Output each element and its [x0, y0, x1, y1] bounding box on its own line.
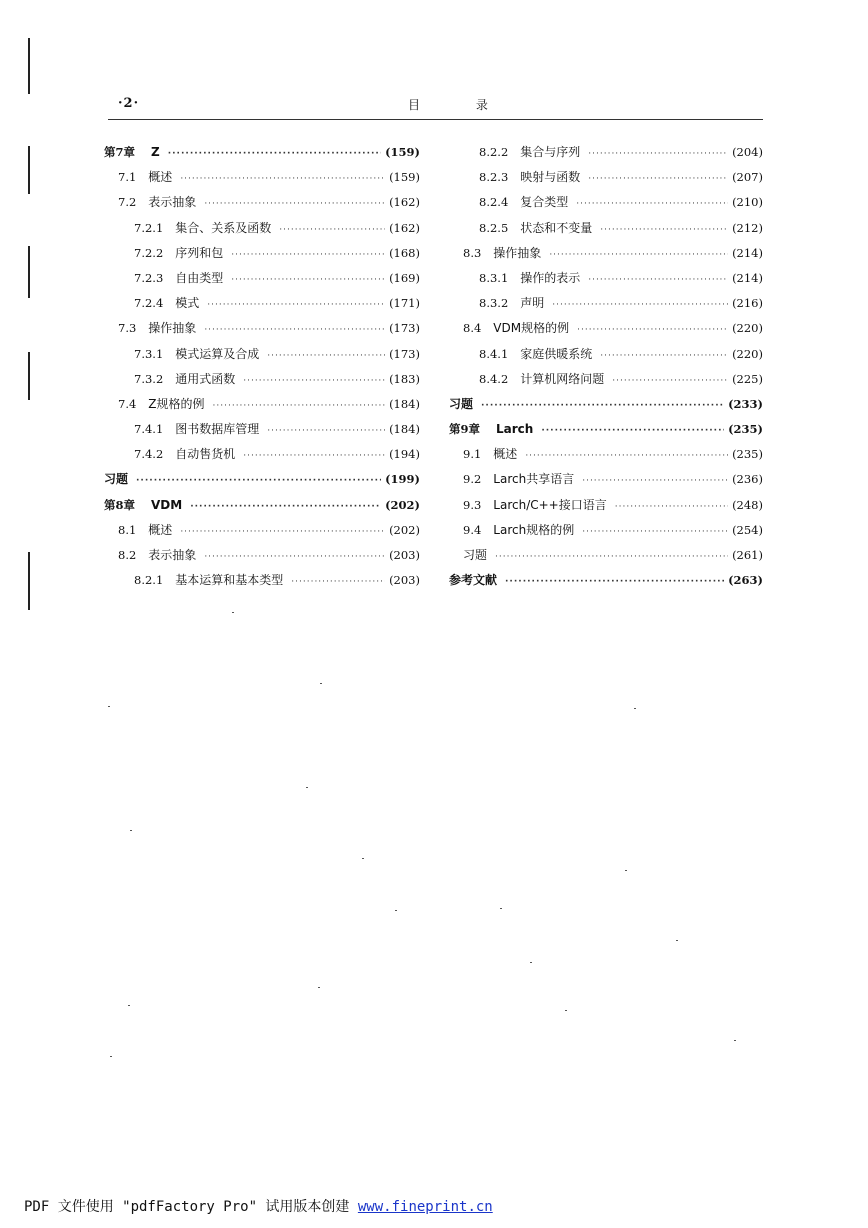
toc-entry [104, 316, 420, 341]
toc-entry-title: 家庭供暖系统 [520, 346, 593, 361]
toc-leader-dots [136, 469, 381, 494]
toc-entry-title: VDM [151, 497, 183, 512]
toc-entry-number: 8.2.3 [479, 170, 509, 185]
toc-entry-number: 7.2.1 [134, 220, 164, 235]
toc-entry-page: (184) [389, 396, 420, 411]
page-header [0, 96, 868, 116]
toc-entry-page: (254) [732, 522, 763, 537]
toc-entry [449, 316, 763, 341]
toc-entry-title: 自动售货机 [175, 447, 236, 462]
footer-text: PDF 文件使用 "pdfFactory Pro" 试用版本创建 [24, 1199, 358, 1215]
toc-entry-page: (214) [732, 245, 763, 260]
toc-entry-page: (171) [389, 296, 420, 311]
toc-entry-title: 模式 [175, 296, 200, 311]
toc-leader-dots [505, 570, 724, 595]
toc-entry-page: (183) [389, 371, 420, 386]
toc-entry-number: 9.4 [463, 522, 482, 537]
scan-speck [318, 987, 320, 988]
toc-entry [104, 367, 420, 392]
toc-leader-dots [541, 419, 724, 444]
toc-entry-number: 7.2.4 [134, 296, 164, 311]
scan-speck [734, 1040, 736, 1041]
toc-entry-page: (202) [385, 497, 420, 512]
toc-entry [104, 568, 420, 593]
toc-entry-title: 操作抽象 [148, 321, 197, 336]
toc-entry-page: (169) [389, 270, 420, 285]
toc-entry-number: 8.3 [463, 245, 482, 260]
toc-leader-dots [231, 243, 385, 268]
toc-leader-dots [213, 394, 386, 419]
toc-leader-dots [582, 469, 728, 494]
margin-line [28, 146, 30, 194]
toc-entry-title: Larch规格的例 [493, 522, 575, 537]
toc-entry-number: 8.4 [463, 321, 482, 336]
toc-leader-dots [180, 167, 385, 192]
toc-right-column [449, 140, 763, 593]
toc-entry-page: (203) [389, 573, 420, 588]
toc-entry-page: (236) [732, 472, 763, 487]
toc-leader-dots [267, 419, 385, 444]
toc-entry-number: 9.2 [463, 472, 482, 487]
toc-entry-title: 表示抽象 [148, 195, 197, 210]
toc-entry [104, 291, 420, 316]
toc-entry-number: 第8章 [104, 497, 136, 512]
scan-speck [634, 708, 636, 709]
toc-entry-title: 操作的表示 [520, 270, 581, 285]
toc-entry-page: (173) [389, 321, 420, 336]
scan-speck [362, 858, 364, 859]
toc-entry-number: 7.2 [118, 195, 137, 210]
toc-leader-dots [291, 570, 385, 595]
toc-entry-title: 复合类型 [520, 195, 569, 210]
toc-entry-title: Z [151, 145, 160, 159]
toc-entry [104, 342, 420, 367]
toc-entry-number: 8.2.1 [134, 573, 164, 588]
margin-line [28, 352, 30, 400]
toc-entry-title: 参考文献 [449, 573, 498, 588]
scan-speck [500, 908, 502, 909]
toc-entry-page: (202) [389, 522, 420, 537]
toc-leader-dots [204, 192, 385, 217]
toc-entry [104, 190, 420, 215]
toc-entry-number: 7.3.2 [134, 371, 164, 386]
toc-leader-dots [243, 369, 385, 394]
toc-entry-page: (204) [732, 145, 763, 159]
toc-entry-title: 概述 [148, 170, 173, 185]
toc-entry-page: (162) [389, 220, 420, 235]
toc-entry-title: 概述 [493, 447, 518, 462]
toc-entry-page: (263) [728, 573, 763, 588]
toc-leader-dots [168, 142, 381, 167]
toc-entry-title: 模式运算及合成 [175, 346, 260, 361]
toc-entry [449, 266, 763, 291]
toc-entry-number: 8.2.4 [479, 195, 509, 210]
toc-entry [449, 543, 763, 568]
toc-entry-page: (194) [389, 447, 420, 462]
toc-entry [104, 543, 420, 568]
toc-entry-title: 操作抽象 [493, 245, 542, 260]
toc-leader-dots [180, 520, 385, 545]
toc-entry-page: (214) [732, 270, 763, 285]
toc-entry-page: (199) [385, 472, 420, 487]
toc-entry [449, 392, 763, 417]
toc-entry [104, 241, 420, 266]
toc-leader-dots [615, 495, 728, 520]
toc-entry [449, 216, 763, 241]
toc-entry [104, 216, 420, 241]
toc-entry-page: (220) [732, 321, 763, 336]
toc-entry-page: (261) [732, 548, 763, 562]
toc-leader-dots [549, 243, 728, 268]
scan-speck [676, 940, 678, 941]
toc-entry [449, 190, 763, 215]
toc-entry-page: (235) [728, 422, 763, 437]
toc-leader-dots [243, 444, 385, 469]
toc-entry [449, 568, 763, 593]
toc-leader-dots [204, 318, 385, 343]
toc-entry-page: (210) [732, 195, 763, 210]
toc-entry-title: Larch [496, 422, 534, 437]
toc-entry [449, 367, 763, 392]
toc-leader-dots [588, 167, 728, 192]
toc-leader-dots [190, 495, 381, 520]
scan-speck [232, 612, 234, 613]
toc-entry-page: (162) [389, 195, 420, 210]
toc-entry-number: 8.3.1 [479, 270, 509, 285]
toc-entry-page: (225) [732, 371, 763, 386]
toc-entry-title: VDM规格的例 [493, 321, 570, 336]
toc-entry [449, 417, 763, 442]
page-title: 目 录 [408, 98, 514, 112]
toc-entry-page: (184) [389, 422, 420, 437]
toc-entry-title: 状态和不变量 [520, 220, 593, 235]
scan-speck [530, 962, 532, 963]
toc-leader-dots [552, 293, 728, 318]
toc-entry [449, 241, 763, 266]
toc-leader-dots [481, 394, 724, 419]
pdf-footer [24, 1196, 493, 1216]
toc-leader-dots [525, 444, 728, 469]
toc-leader-dots [588, 142, 728, 167]
toc-entry [449, 342, 763, 367]
toc-leader-dots [588, 268, 728, 293]
toc-entry-page: (203) [389, 548, 420, 562]
toc-entry [104, 442, 420, 467]
toc-leader-dots [582, 520, 728, 545]
toc-entry [449, 140, 763, 165]
toc-entry-number: 第9章 [449, 422, 481, 437]
toc-entry-title: 习题 [449, 396, 474, 411]
toc-entry [449, 442, 763, 467]
toc-entry-number: 7.3 [118, 321, 137, 336]
toc-entry-page: (173) [389, 346, 420, 361]
toc-entry [449, 291, 763, 316]
toc-leader-dots [231, 268, 385, 293]
toc-leader-dots [600, 344, 728, 369]
scan-speck [108, 706, 110, 707]
toc-leader-dots [612, 369, 728, 394]
toc-entry [449, 467, 763, 492]
toc-entry-page: (216) [732, 296, 763, 311]
margin-line [28, 246, 30, 298]
toc-entry-number: 8.2 [118, 548, 137, 562]
toc-entry-title: 自由类型 [175, 270, 224, 285]
toc-entry-number: 8.4.1 [479, 346, 509, 361]
toc-entry-number: 9.1 [463, 447, 482, 462]
toc-entry [104, 493, 420, 518]
scan-speck [130, 830, 132, 831]
toc-leader-dots [207, 293, 385, 318]
scan-speck [110, 1056, 112, 1057]
toc-entry-number: 8.4.2 [479, 371, 509, 386]
toc-leader-dots [279, 218, 385, 243]
toc-leader-dots [267, 344, 385, 369]
toc-entry [104, 518, 420, 543]
toc-leader-dots [577, 318, 728, 343]
toc-entry-title: 表示抽象 [148, 548, 197, 562]
toc-leader-dots [600, 218, 728, 243]
toc-entry-page: (207) [732, 170, 763, 185]
toc-entry-number: 8.3.2 [479, 296, 509, 311]
toc-entry-title: 计算机网络问题 [520, 371, 605, 386]
toc-entry-page: (159) [385, 145, 420, 159]
toc-entry-number: 8.2.5 [479, 220, 509, 235]
toc-entry-title: 集合、关系及函数 [175, 220, 272, 235]
toc-entry-title: 基本运算和基本类型 [175, 573, 284, 588]
scan-speck [306, 787, 308, 788]
toc-entry-title: 声明 [520, 296, 545, 311]
toc-leader-dots [204, 545, 385, 570]
toc-entry-number: 9.3 [463, 497, 482, 512]
toc-entry [104, 266, 420, 291]
toc-entry [104, 140, 420, 165]
toc-entry [449, 493, 763, 518]
toc-entry-title: 映射与函数 [520, 170, 581, 185]
toc-entry-title: 序列和包 [175, 245, 224, 260]
toc-entry [449, 165, 763, 190]
scan-speck [320, 683, 322, 684]
margin-line [28, 38, 30, 94]
toc-entry [104, 165, 420, 190]
toc-entry [104, 417, 420, 442]
toc-entry-title: 图书数据库管理 [175, 422, 260, 437]
toc-entry-page: (159) [389, 170, 420, 185]
toc-entry-page: (212) [732, 220, 763, 235]
toc-entry-page: (233) [728, 396, 763, 411]
page-number: ·2· [118, 96, 140, 111]
toc-entry-number: 8.1 [118, 522, 137, 537]
toc-entry [449, 518, 763, 543]
toc-entry-title: 集合与序列 [520, 145, 581, 159]
toc-entry-number: 7.2.2 [134, 245, 164, 260]
toc-entry-title: 概述 [148, 522, 173, 537]
toc-entry-title: 通用式函数 [175, 371, 236, 386]
toc-entry [104, 467, 420, 492]
footer-link[interactable]: www.fineprint.cn [357, 1199, 493, 1215]
toc-entry-number: 7.3.1 [134, 346, 164, 361]
toc-entry-page: (235) [732, 447, 763, 462]
header-rule [108, 119, 763, 120]
toc-entry-title: 习题 [463, 548, 488, 562]
toc-entry-number: 8.2.2 [479, 145, 509, 159]
toc-entry-number: 7.4.1 [134, 422, 164, 437]
toc-entry-title: Larch/C++接口语言 [493, 497, 607, 512]
margin-line [28, 552, 30, 610]
toc-entry-number: 7.4 [118, 396, 137, 411]
toc-entry-page: (248) [732, 497, 763, 512]
toc-entry-number: 7.1 [118, 170, 137, 185]
toc-entry-page: (168) [389, 245, 420, 260]
toc-entry-number: 7.2.3 [134, 270, 164, 285]
toc-leader-dots [576, 192, 728, 217]
toc-entry-title: 习题 [104, 472, 129, 487]
scan-speck [565, 1010, 567, 1011]
scan-speck [625, 870, 627, 871]
toc-leader-dots [495, 545, 728, 570]
toc-entry [104, 392, 420, 417]
toc-entry-number: 第7章 [104, 145, 136, 159]
toc-entry-title: Larch共享语言 [493, 472, 575, 487]
toc-entry-number: 7.4.2 [134, 447, 164, 462]
toc-entry-title: Z规格的例 [148, 396, 205, 411]
toc-entry-page: (220) [732, 346, 763, 361]
scan-speck [395, 910, 397, 911]
toc-left-column [104, 140, 420, 593]
scan-speck [128, 1005, 130, 1006]
